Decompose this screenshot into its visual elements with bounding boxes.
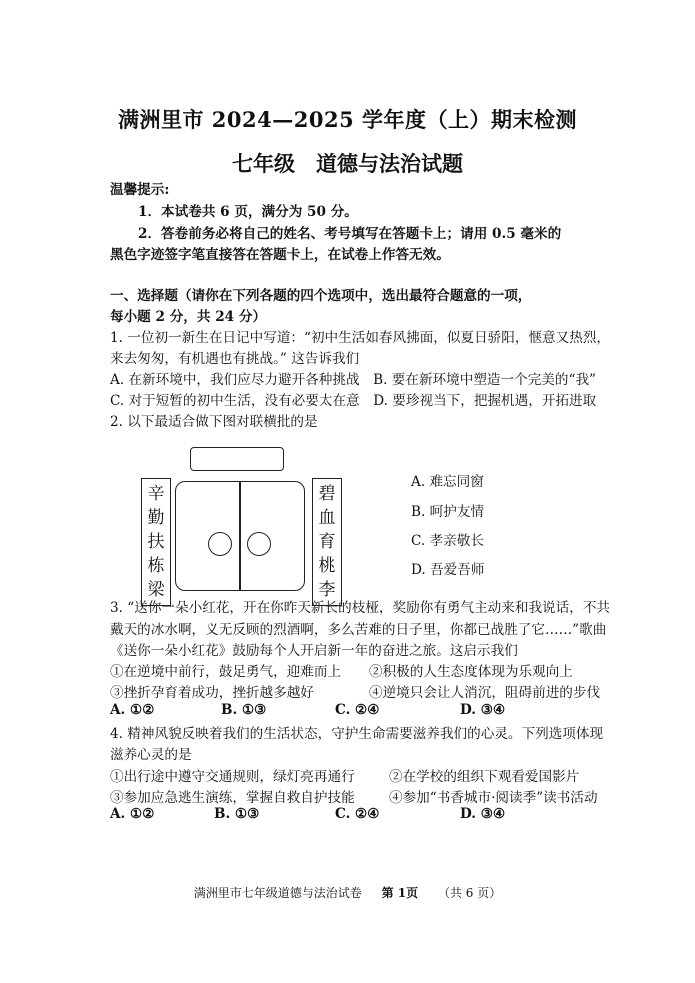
left-door-knob — [208, 532, 232, 556]
q4-statement-3: ③参加应急逃生演练，掌握自救自护技能 — [110, 790, 355, 806]
q4-choice-c: C. ②④ — [335, 806, 380, 822]
notice-label: 温馨提示: — [110, 182, 170, 198]
q4-stem-line-1: 4. 精神风貌反映着我们的生活状态，守护生命需要滋养我们的心灵。下列选项体现 — [110, 726, 604, 742]
page-footer — [0, 884, 695, 901]
q3-choice-c: C. ②④ — [335, 702, 380, 718]
q3-statement-2: ②积极的人生态度体现为乐观向上 — [369, 664, 573, 680]
q4-statement-2: ②在学校的组织下观看爱国影片 — [389, 769, 580, 785]
right-couplet — [312, 478, 342, 606]
q1-options-line-1: A. 在新环境中，我们应尽力避开各种挑战 B. 要在新环境中塑造一个完美的“我” — [110, 372, 596, 388]
q3-choice-a: A. ①② — [110, 702, 155, 718]
left-couplet-char: 栋 — [147, 556, 165, 576]
q3-stem-line-2: 戴天的冰水啊，义无反顾的烈酒啊，多么苦难的日子里，你都已战胜了它……”歌曲 — [110, 622, 607, 638]
section-heading-line-1: 一、选择题（请你在下列各题的四个选项中，选出最符合题意的一项， — [110, 288, 532, 304]
q2-stem: 2. 以下最适合做下图对联横批的是 — [110, 414, 318, 430]
q4-statement-4: ④参加“书香城市·阅读季”读书活动 — [389, 790, 598, 806]
q3-choice-b: B. ①③ — [221, 702, 267, 718]
right-couplet-char: 李 — [318, 580, 336, 600]
q4-stem-line-2: 滋养心灵的是 — [110, 747, 192, 763]
left-door — [175, 481, 241, 591]
q1-stem-line-2: 来去匆匆，有机遇也有挑战。” 这告诉我们 — [110, 351, 360, 367]
q3-choice-d: D. ③④ — [460, 702, 506, 718]
q3-statement-1: ①在逆境中前行，鼓足勇气，迎难而上 — [110, 664, 342, 680]
left-couplet-char: 勤 — [147, 508, 165, 528]
q4-choice-b: B. ①③ — [214, 806, 260, 822]
notice-item-2-line-1: 2．答卷前务必将自己的姓名、考号填写在答题卡上；请用 0.5 毫米的 — [138, 226, 562, 242]
q4-choice-a: A. ①② — [110, 806, 155, 822]
notice-item-1: 1．本试卷共 6 页，满分为 50 分。 — [138, 204, 358, 220]
exam-subtitle: 七年级 道德与法治试题 — [232, 151, 463, 176]
right-couplet-char: 血 — [318, 508, 336, 528]
horizontal-scroll-box — [190, 447, 284, 471]
right-couplet-char: 碧 — [318, 484, 336, 504]
notice-item-2-line-2: 黑色字迹签字笔直接答在答题卡上，在试卷上作答无效。 — [110, 247, 450, 263]
footer-total-pages: （共 6 页） — [437, 886, 502, 900]
q3-statement-4: ④逆境只会让人消沉，阻碍前进的步伐 — [369, 685, 601, 701]
left-couplet-char: 辛 — [147, 484, 165, 504]
q3-stem-line-3: 《送你一朵小红花》鼓励每个人开启新一年的奋进之旅。这启示我们 — [110, 643, 518, 659]
left-couplet — [141, 478, 171, 606]
q3-stem-line-1: 3. “送你一朵小红花，开在你昨天新长的枝桠，奖励你有勇气主动来和我说话，不共 — [110, 600, 611, 616]
right-couplet-char: 育 — [318, 532, 336, 552]
q1-stem-line-1: 1. 一位初一新生在日记中写道：“初中生活如春风拂面，似夏日骄阳，惬意又热烈， — [110, 330, 611, 346]
q2-option-b: B. 呵护友情 — [411, 504, 485, 520]
q4-choice-d: D. ③④ — [460, 806, 506, 822]
q2-option-d: D. 吾爱吾师 — [411, 562, 485, 578]
q1-options-line-2: C. 对于短暂的初中生活，没有必要太在意 D. 要珍视当下，把握机遇，开拓进取 — [110, 393, 597, 409]
right-door-knob — [247, 532, 271, 556]
exam-title: 满洲里市 2024—2025 学年度（上）期末检测 — [117, 107, 577, 132]
q2-option-a: A. 难忘同窗 — [411, 474, 484, 490]
q2-option-c: C. 孝亲敬长 — [411, 533, 484, 549]
section-heading-line-2: 每小题 2 分，共 24 分） — [110, 309, 267, 325]
footer-exam-name: 满洲里市七年级道德与法治试卷 — [193, 886, 362, 900]
right-couplet-char: 桃 — [318, 556, 336, 576]
left-couplet-char: 扶 — [147, 532, 165, 552]
q3-statement-3: ③挫折孕育着成功，挫折越多越好 — [110, 685, 314, 701]
q4-statement-1: ①出行途中遵守交通规则，绿灯亮再通行 — [110, 769, 355, 785]
footer-page-number: 第 1页 — [381, 886, 419, 900]
left-couplet-char: 梁 — [147, 580, 165, 600]
